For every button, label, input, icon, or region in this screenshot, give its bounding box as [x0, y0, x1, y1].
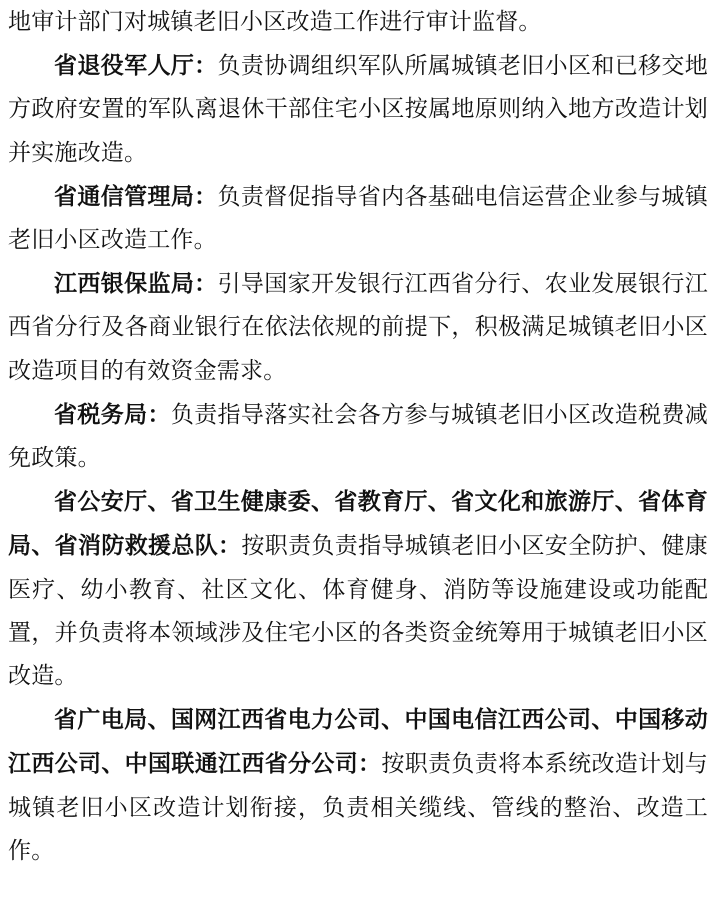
- paragraph-text: 负责指导落实社会各方参与城镇老旧小区改造税费减免政策。: [8, 401, 709, 472]
- paragraph-lead: 省公安厅、省卫生健康委、省教育厅、省文化和旅游厅、省体育局、省消防救援总队：: [8, 488, 708, 560]
- paragraph-taxation: [8, 393, 708, 480]
- paragraph-banking-insurance: [8, 262, 708, 393]
- paragraph-text: 地审计部门对城镇老旧小区改造工作进行审计监督。: [8, 9, 542, 35]
- paragraph-lead: 省税务局：: [54, 400, 171, 428]
- paragraph-text: 负责督促指导省内各基础电信运营企业参与城镇老旧小区改造工作。: [8, 183, 708, 254]
- paragraph-text: 负责协调组织军队所属城镇老旧小区和已移交地方政府安置的军队离退休干部住宅小区按属地原则纳入地方改造计划并实施改造。: [8, 53, 708, 166]
- paragraph-audit-continuation: [8, 0, 708, 44]
- paragraph-lead: 江西银保监局：: [54, 270, 218, 298]
- paragraph-utilities-group: [8, 698, 708, 873]
- paragraph-text: 按职责负责指导城镇老旧小区安全防护、健康医疗、幼小教育、社区文化、体育健身、消防等设施建设或功能配置，并负责将本领域涉及住宅小区的各类资金统筹用于城镇老旧小区改造。: [8, 533, 709, 690]
- paragraph-lead: 省广电局、国网江西省电力公司、中国电信江西公司、中国移动江西公司、中国联通江西省分公司：: [8, 706, 708, 778]
- paragraph-lead: 省通信管理局：: [54, 182, 218, 210]
- paragraph-text: 引导国家开发银行江西省分行、农业发展银行江西省分行及各商业银行在依法依规的前提下，积极满足城镇老旧小区改造项目的有效资金需求。: [8, 271, 708, 384]
- paragraph-lead: 省退役军人厅：: [54, 52, 218, 80]
- paragraph-text: 按职责负责将本系统改造计划与城镇老旧小区改造计划衔接，负责相关缆线、管线的整治、改造工作。: [8, 751, 708, 864]
- paragraph-veterans-affairs: [8, 44, 708, 175]
- paragraph-communications-admin: [8, 175, 708, 262]
- paragraph-public-security-group: [8, 480, 708, 698]
- document-page: [8, 0, 708, 873]
